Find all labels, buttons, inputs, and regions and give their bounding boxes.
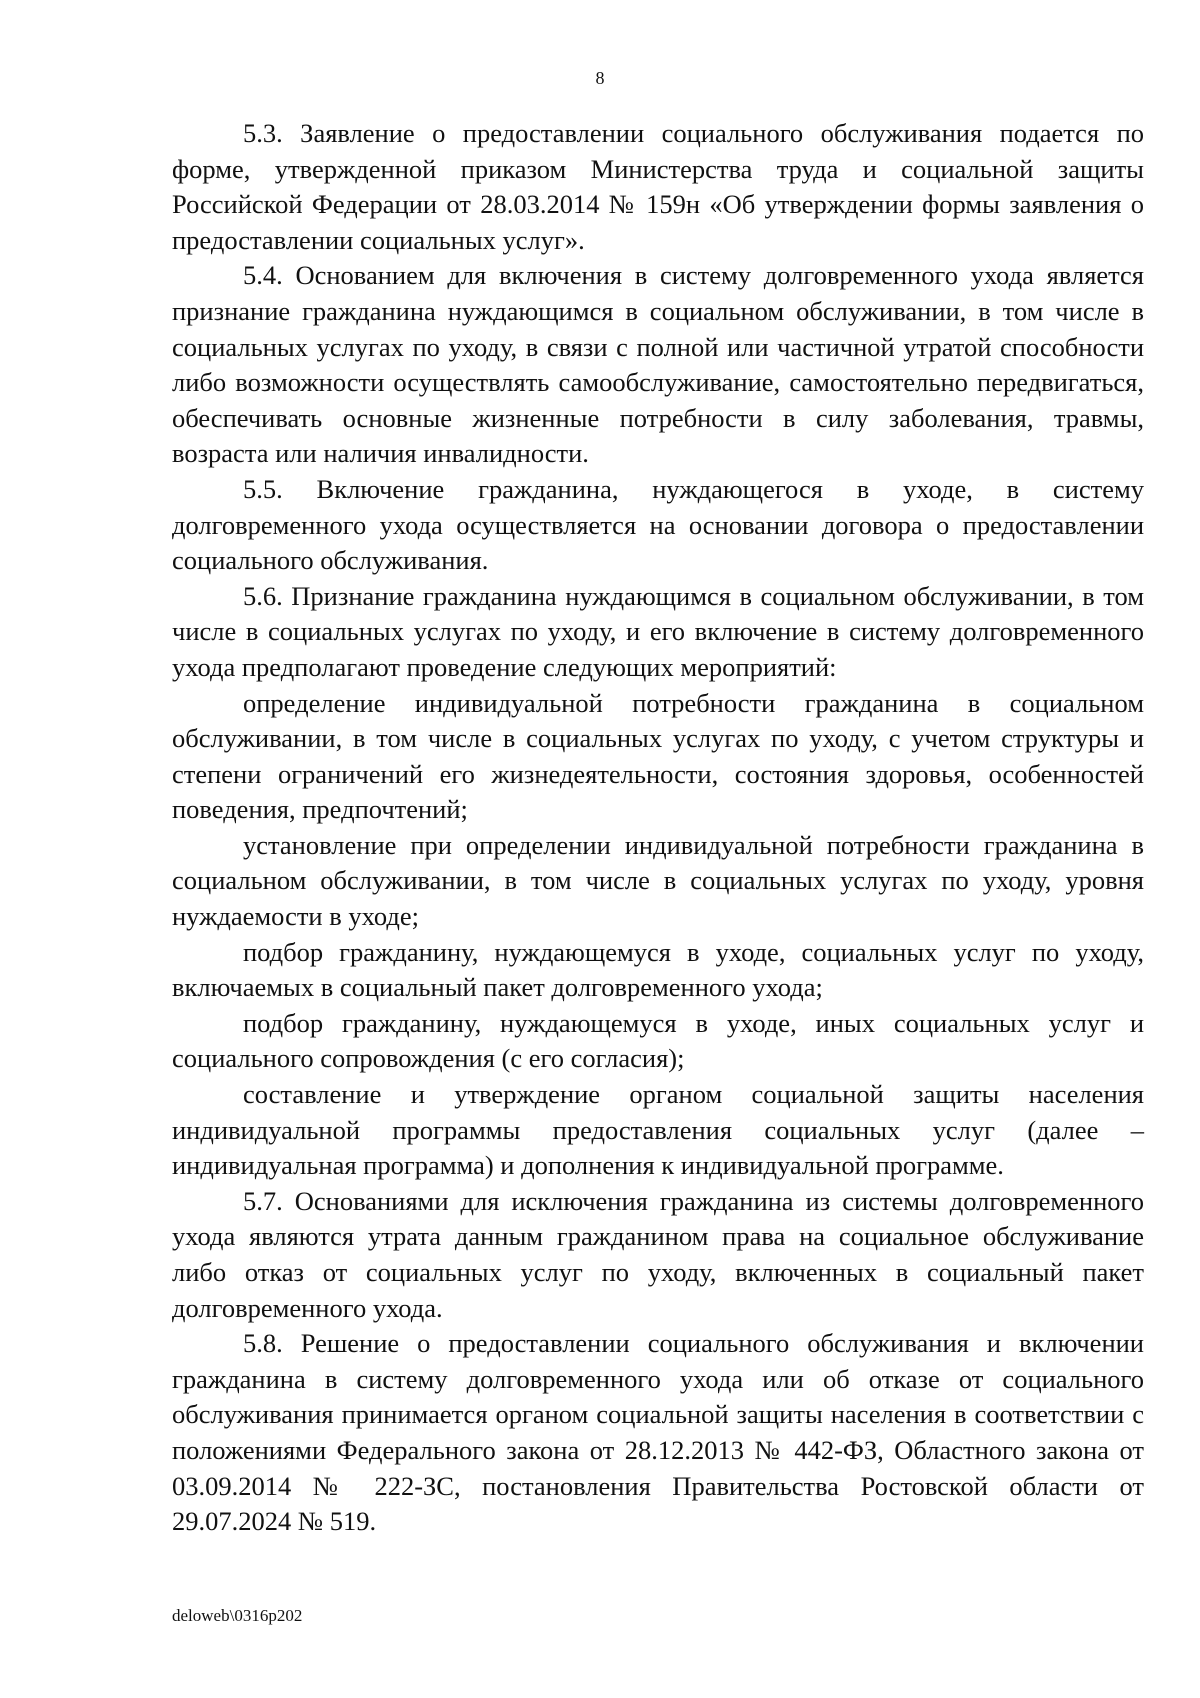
paragraph-5-6: 5.6. Признание гражданина нуждающимся в социальном обслуживании, в том числе в социальных услугах по уходу, и его включение в систему долговременного ухода предполагают проведение следующих мероприятий: xyxy=(172,580,1144,682)
page-number: 8 xyxy=(595,68,605,88)
paragraph-5-3: 5.3. Заявление о предоставлении социального обслуживания подается по форме, утвержденной приказом Министерства труда и социальной защиты Российской Федерации от 28.03.2014 № 159н «Об утверждении формы заявления о предоставлении социальных услуг». xyxy=(172,118,1144,255)
document-body xyxy=(172,116,1144,1540)
paragraph-5-4: 5.4. Основанием для включения в систему долговременного ухода является признание гражданина нуждающимся в социальном обслуживании, в том числе в социальных услугах по уходу, в связи с полной или частичной утратой способности либо возможности осуществлять самообслуживание, самостоятельно передвигаться, обеспечивать основные жизненные потребности в силу заболевания, травмы, возраста или наличия инвалидности. xyxy=(172,260,1144,469)
list-item-establishment: установление при определении индивидуальной потребности гражданина в социальном обслуживании, в том числе в социальных услугах по уходу, уровня нуждаемости в уходе; xyxy=(172,829,1144,932)
paragraph-5-5: 5.5. Включение гражданина, нуждающегося в уходе, в систему долговременного ухода осуществляется на основании договора о предоставлении социального обслуживания. xyxy=(172,473,1144,576)
footer-file-reference: deloweb\0316p202 xyxy=(172,1606,303,1625)
list-item-program: составление и утверждение органом социальной защиты населения индивидуальной программы предоставления социальных услуг (далее – индивидуальная программа) и дополнения к индивидуальной программе. xyxy=(172,1079,1144,1181)
list-item-care-services: подбор гражданину, нуждающемуся в уходе, социальных услуг по уходу, включаемых в социальный пакет долговременного ухода; xyxy=(172,936,1144,1003)
list-item-determination: определение индивидуальной потребности гражданина в социальном обслуживании, в том числе в социальных услугах по уходу, с учетом структуры и степени ограничений его жизнедеятельности, состояния здоровья, особенностей поведения, предпочтений; xyxy=(172,687,1144,825)
paragraph-5-7: 5.7. Основаниями для исключения гражданина из системы долговременного ухода являются утрата данным гражданином права на социальное обслуживание либо отказ от социальных услуг по уходу, включенных в социальный пакет долговременного ухода. xyxy=(172,1185,1144,1323)
list-item-other-services: подбор гражданину, нуждающемуся в уходе, иных социальных услуг и социального сопровождения (с его согласия); xyxy=(172,1007,1144,1074)
paragraph-5-8: 5.8. Решение о предоставлении социального обслуживания и включении гражданина в систему долговременного ухода или об отказе от социального обслуживания принимается органом социальной защиты населения в соответствии с положениями Федерального закона от 28.12.2013 № 442-ФЗ, Областного закона от 03.09.2014 № 222-ЗС, постановления Правительства Ростовской области от 29.07.2024 № 519. xyxy=(172,1328,1144,1537)
